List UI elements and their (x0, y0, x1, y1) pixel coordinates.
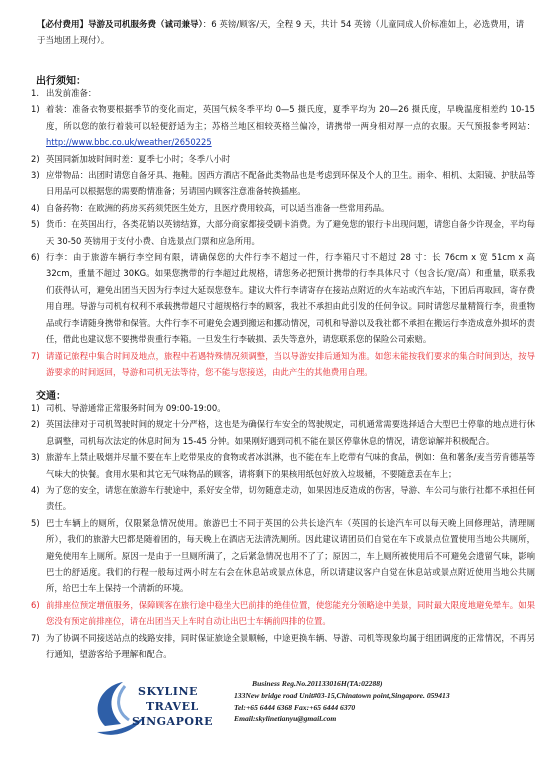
business-reg: Business Reg.No.201133016H(TA:02288) (252, 679, 383, 688)
item-number: 1. (31, 88, 39, 98)
item-body: 应带物品：出团时请您自备牙具、拖鞋。因西方酒店不配备此类物品也是考虑到环保及个人的卫生。雨伞、相机、太阳镜、护肤品等日用品可以根据您的需要酌情准备；另请国内顾客注意准备转换插座。 (46, 170, 535, 197)
fee-label: 【必付费用】导游及司机服务费（诚司兼导） (37, 20, 203, 30)
item-body: 英国同新加坡时间时差：夏季七小时；冬季八小时 (46, 153, 231, 164)
company-info (234, 678, 450, 725)
transport-item (31, 597, 535, 630)
item-number: 1) (31, 403, 40, 413)
logo-line-1: SKYLINE (138, 685, 198, 698)
item-body: 请谨记旅程中集合时间及地点，旅程中若遇特殊情况须调整，当以导游安排后通知为准。如您未能按我们要求的集合时间到达，按导游要求的时间返回，导游和司机无法等待，您不能与您接送，由此产生的其他费用自理。 (46, 350, 535, 377)
item-text (46, 515, 535, 597)
transport-item (31, 449, 535, 482)
logo-line-2: TRAVEL (146, 700, 199, 713)
item-text (46, 167, 535, 200)
transport-item (31, 482, 535, 515)
item-text (46, 348, 535, 381)
item-number: 6) (31, 599, 40, 610)
item-number: 2) (31, 153, 40, 164)
item-body: 自备药物：在欧洲的药房买药须凭医生处方，且医疗费用较高，可以适当准备一些常用药品。 (46, 202, 390, 213)
notice-item (31, 151, 535, 167)
item-body: 货币：在英国出行，各类花销以英镑结算，大部分商家都接受刷卡消费。为了避免您的银行卡出现问题，请您自备少许现金，平均每天 30-50 英镑用于支付小费、自选景点门票和应急所用。 (46, 219, 535, 246)
item-number: 4) (31, 202, 40, 213)
logo-line-3: SINGAPORE (132, 715, 213, 728)
item-body: 巴士车辆上的厕所，仅限紧急情况使用。旅游巴士不同于英国的公共长途汽车（英国的长途汽车可以每天晚上回修理站，清理厕所），我们的旅游大巴都是随着团的，每天晚上在酒店无法清洗厕所。因此建议请团员们自觉在车下或景点位置使用当地公共厕所，避免使用车上厕所。原因一是由于一旦厕所满了，之后紧急情况也用不了了；原因二，车上厕所被使用后不可避免会遗留气味，影响巴士的舒适度。我们的行程一般每过两小时左右会在休息站或景点休息，所以请建议客户自觉在休息站或景点附近使用当地公共厕所，给巴士车上保持一个清新的环境。 (46, 517, 535, 594)
transport-item (31, 400, 535, 416)
notice-item (31, 167, 535, 200)
item-number: 7) (31, 632, 40, 643)
item-text (46, 101, 535, 150)
item-text (46, 597, 535, 630)
item-number: 2) (31, 419, 40, 430)
item-number: 6) (31, 252, 40, 263)
notice-item (31, 85, 535, 101)
item-text (46, 200, 535, 216)
item-body: 为了您的安全，请您在旅游车行驶途中，系好安全带，切勿随意走动，如果因违反造成的伤害，导游、车公司与旅行社都不承担任何责任。 (46, 485, 535, 512)
item-body: 着装：准备衣物要根据季节的变化而定，英国气候冬季平均 0—5 摄氏度，夏季平均为 20—26 摄氏度，早晚温度相差约 10-15 度，所以您的旅行着装可以轻便舒适为主；苏格兰地区相较英格兰偏冷，请携带一两身相对厚一点的衣服。天气预报参考网站： (46, 104, 535, 131)
item-number: 7) (31, 350, 40, 361)
transport-item (31, 416, 535, 449)
notice-list (31, 85, 535, 380)
item-text (46, 151, 535, 167)
letterhead-footer (0, 670, 560, 780)
item-number: 5) (31, 517, 40, 528)
notice-item (31, 101, 535, 150)
transport-item (31, 630, 535, 663)
item-text (46, 630, 535, 663)
item-number: 3) (31, 452, 40, 463)
item-body: 英国法律对于司机驾驶时间的规定十分严格，这也是为确保行车安全的驾驶规定，司机通常需要选择适合大型巴士停靠的地点进行休息调整，司机每次法定的休息时间为 15-45 分钟。如果刚好遇到司机不能在景区停靠休息的情况，请您谅解并积极配合。 (46, 419, 535, 446)
item-text (46, 416, 535, 449)
notice-item (31, 216, 535, 249)
item-text (46, 482, 535, 515)
transport-list (31, 400, 535, 663)
item-number: 3) (31, 170, 40, 181)
item-body: 司机、导游通常正常服务时间为 09:00-19:00。 (46, 403, 226, 413)
fee-paragraph (37, 17, 527, 49)
item-text (46, 249, 535, 347)
item-body: 出发前准备： (46, 88, 97, 98)
item-body: 为了协调不同接送站点的线路安排，同时保证旅途全景顺畅，中途更换车辆、导游、司机等现象均属于组团调度的正常情况，不再另行通知，望游客给予理解和配合。 (46, 632, 535, 660)
fee-text: ：6 英镑/顾客/天，全程 9 天，共计 54 英镑（儿童同成人价标准如上，必选费用，请于当地团上现付）。 (37, 20, 525, 46)
item-text (46, 85, 535, 101)
item-number: 1) (31, 104, 40, 115)
transport-heading: 交通： (36, 391, 66, 402)
item-body: 行李：由于旅游车辆行李空间有限，请确保您的大件行李不超过一件，行李箱尺寸不超过 28 寸：长 76cm x 宽 51cm x 高 32cm，重量不超过 30KG。如果您携带的行李超过此规格，请您务必把预计携带的行李具体尺寸（包含长/宽/高）和重量，联系我们获得认可，避免出团当天因为行李过大延误您登车。建议大件行李请寄存在接站点附近的火车站或汽车站，下团后再取回，寄存费用自理。导游与司机有权利不承载携带超尺寸超规格行李的顾客，我社不承担由此引发的任何争议。同时请您尽量精简行李，贵重物品或行李请随身携带和保管。大件行李不可避免会遇到搬运和挪动情况，司机和导游以及我社都不承担在搬运行李造成意外损坏的责任，借此也建议您不要携带贵重行李箱。一旦发生行李破损、丢失等意外，请您联系您的保险公司索赔。 (46, 252, 535, 345)
weather-link[interactable]: http://www.bbc.co.uk/weather/2650225 (46, 137, 212, 148)
notice-item (31, 348, 535, 381)
transport-item (31, 515, 535, 597)
item-number: 5) (31, 219, 40, 230)
company-email: Email:skylinetianyu@gmail.com (234, 714, 337, 724)
item-text (46, 216, 535, 249)
company-address: 133New bridge road Unit#03-15,Chinatown point,Singapore. 059413 (234, 690, 450, 700)
item-number: 4) (31, 485, 40, 496)
company-phone: Tel:+65 6444 6368 Fax:+65 6444 6370 (234, 702, 356, 712)
item-body: 旅游车上禁止吸烟并尽量不要在车上吃带果皮的食物或者冰淇淋，也不能在车上吃带有气味的食品，例如：鱼和薯条/麦当劳肯德基等气味大的快餐。食用水果和其它无气味物品的顾客，请将剩下的果核用纸包好放入垃圾桶，不要随意丢在车上； (46, 452, 535, 479)
notice-item (31, 200, 535, 216)
item-body: 前排座位预定增值服务，保障顾客在旅行途中稳坐大巴前排的绝佳位置，使您能充分领略途中美景，同时最大限度地避免晕车。如果您没有预定前排座位，请在出团当天上车时自动让出巴士车辆前四排的位置。 (46, 599, 535, 627)
item-text (46, 400, 535, 416)
notice-item (31, 249, 535, 347)
item-text (46, 449, 535, 482)
notice-heading: 出行须知： (36, 76, 86, 87)
